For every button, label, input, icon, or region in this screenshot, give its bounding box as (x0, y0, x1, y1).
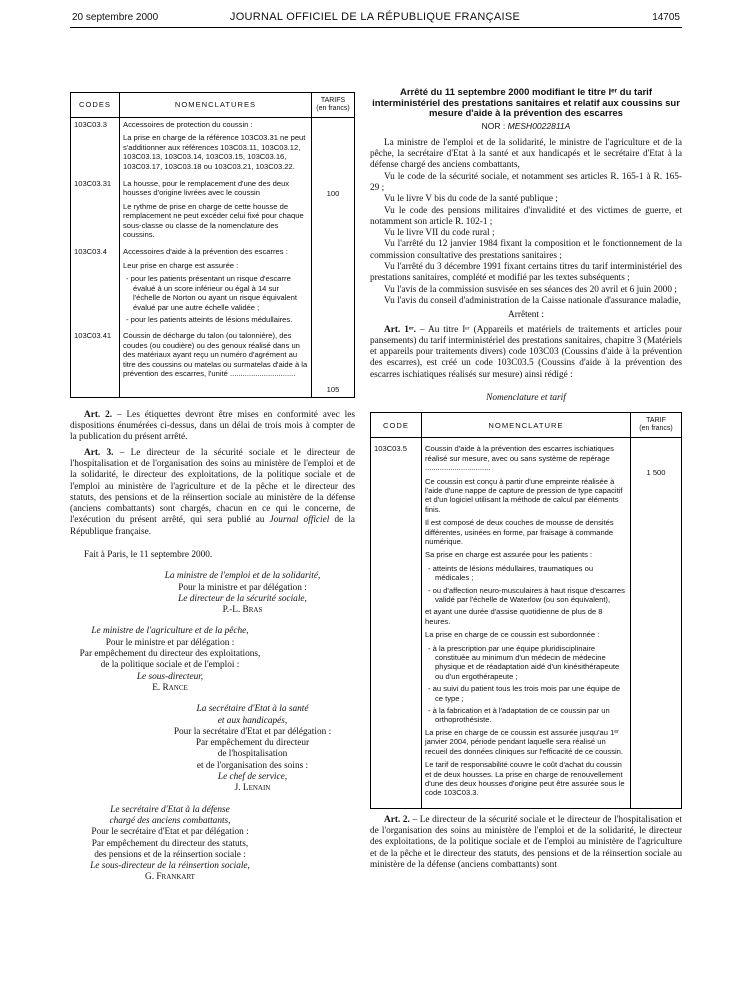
article-text: de la République française. (70, 515, 356, 537)
row-text: Le rythme de prise en charge de cette housse de remplacement ne peut excéder celui fixé pour chaque sous-classe ou classe de la nomenclature des coussins. (123, 201, 304, 240)
signature-line: et aux handicapés, (217, 715, 288, 726)
signature-line: Par empêchement du directeur (195, 738, 310, 749)
row-text: Leur prise en charge est assurée : (123, 260, 239, 270)
signature-line: Le secrétaire d'Etat à la défense (110, 804, 230, 815)
row-nomenclature (120, 118, 312, 178)
row-text: Le tarif de responsabilité couvre le coût d'achat du coussin et de deux housses. La prise en charge de renouvellement d'une des deux housses d'origine peut être assurée sous le code 103C03.3. (425, 760, 625, 798)
tarif-label: TARIF (646, 417, 666, 425)
table-header-row (371, 413, 682, 438)
row-tarif (312, 245, 355, 329)
col-header-tarif (631, 413, 682, 438)
col-header-code: CODE (371, 413, 422, 438)
row-nomenclature (422, 438, 631, 808)
table-caption: Nomenclature et tarif (486, 393, 566, 404)
row-code: 103C03.4 (71, 245, 120, 329)
fait-a-paris: Fait à Paris, le 11 septembre 2000. (84, 549, 213, 560)
right-column (370, 88, 682, 871)
tarif-value: 1 500 (646, 468, 666, 478)
article-label: Art. 1ᵉʳ. (384, 324, 416, 335)
row-bullet: - au suivi du patient tous les trois mois par une équipe de ce type ; (428, 684, 621, 703)
tarifs-unit: (en francs) (316, 105, 350, 112)
decree-intro: La ministre de l'emploi et de la solidarité, le ministre de l'agriculture et de la pêche, la secrétaire d'Etat à la santé et aux handicapés et le secrétaire d'Etat à la défense chargé des anciens combattants, (370, 137, 682, 171)
signature-block-3 (70, 704, 355, 794)
col-header-nomenclature: NOMENCLATURE (422, 413, 631, 438)
row-bullet: - pour les patients atteints de lésions médullaires. (126, 314, 293, 324)
signature-line: chargé des anciens combattants, (109, 815, 231, 826)
header-page-number: 14705 (652, 12, 680, 23)
row-bullet: - atteints de lésions médullaires, traumatiques ou médicales ; (428, 563, 594, 583)
signature-line: La ministre de l'emploi et de la solidarité, (164, 571, 321, 582)
signature-line: Le sous-directeur de la réinsertion sociale, (90, 861, 250, 872)
row-text: et ayant une durée d'assise quotidienne de plus de 8 heures. (425, 607, 603, 626)
row-text: La prise en charge de la référence 103C03.31 ne peut s'additionner aux références 103C03.11, 103C03.12, 103C03.13, 103C03.14, 103C03.15, 103C03.16, 103C03.17, 103C03.18 ou 103C03.21, 103C03.22. (123, 133, 306, 171)
signature-block-2 (70, 626, 270, 694)
tarifs-label: TARIFS (320, 97, 346, 104)
col-header-codes: CODES (71, 93, 120, 118)
header-journal-title: JOURNAL OFFICIEL DE LA RÉPUBLIQUE FRANÇAISE (229, 11, 521, 23)
signature-line: et de l'organisation des soins : (196, 760, 309, 771)
signature-line: des pensions et de la réinsertion sociale : (94, 849, 246, 860)
article-label: Art. 2. (384, 814, 410, 825)
row-code: 103C03.3 (71, 118, 120, 178)
visa-line: Vu le code de la sécurité sociale, et notamment ses articles R. 165-1 à R. 165-29 ; (370, 171, 682, 193)
signature-line: Le chef de service, (217, 772, 288, 783)
nomenclature-table-right (370, 412, 682, 808)
article-text: – Les étiquettes devront être mises en conformité avec les dispositions énumérées ci-dessus, dans un délai de trois mois à compter de la publication du présent arrêté. (70, 409, 355, 443)
header-rule (70, 27, 682, 28)
signature-line: Pour le secrétaire d'Etat et par délégation : (91, 827, 249, 838)
signature-line: Le ministre de l'agriculture et de la pêche, (91, 626, 249, 637)
row-tarif (312, 329, 355, 397)
row-text: Sa prise en charge est assurée pour les patients : (425, 550, 593, 560)
visa-line: Vu le code des pensions militaires d'invalidité et des victimes de guerre, et notamment son article R. 102-1 ; (370, 205, 682, 227)
row-text: Accessoires de protection du coussin : (123, 120, 253, 129)
header-date: 20 septembre 2000 (72, 12, 159, 23)
nor-label: NOR : (481, 120, 508, 131)
row-tarif (312, 118, 355, 178)
row-nomenclature (120, 245, 312, 329)
article-2-right (370, 815, 682, 871)
nor-code: MESH0022811A (507, 120, 571, 131)
table-row (71, 118, 355, 178)
table-row (71, 177, 355, 245)
signature-block-1 (70, 571, 355, 616)
col-header-tarifs (312, 93, 355, 118)
visa-line: Vu l'avis du conseil d'administration de la Caisse nationale d'assurance maladie, (384, 295, 681, 306)
row-bullet: - ou d'affection neuro-musculaires à haut risque d'escarres validé par l'échelle de Waterlow (ou son équivalent), (428, 585, 625, 605)
arretent: Arrêtent : (508, 310, 544, 321)
signature-line: Pour le ministre et par délégation : (105, 637, 235, 648)
table-row (371, 438, 682, 808)
article-1 (370, 325, 682, 381)
signature-line: de la politique sociale et de l'emploi : (100, 660, 240, 671)
row-text: La prise en charge de ce coussin est assurée jusqu'au 1ᵉʳ janvier 2004, période pendant laquelle sera réalisé un recueil des données cliniques sur l'efficacité de ce coussin. (425, 727, 624, 756)
signature-block-4 (70, 805, 270, 884)
row-tarif (631, 438, 682, 808)
signature-line: Le directeur de la sécurité sociale, (178, 593, 307, 604)
signatory-name: E. Rance (152, 682, 188, 693)
row-text: Accessoires d'aide à la prévention des escarres : (123, 247, 288, 257)
signature-line: de l'hospitalisation (217, 749, 288, 760)
signature-line: Pour la ministre et par délégation : (178, 582, 307, 593)
article-text: – Le directeur de la sécurité sociale et le directeur de l'hospitalisation et de l'organisation des soins au ministère de l'emploi et de la solidarité, le directeur des exploitations, de la politique sociale et de l'emploi au ministère de l'agriculture et de la pêche et le directeur des statuts, des pensions et de la réinsertion sociale au ministère de la défense (anciens combattants) sont (370, 814, 682, 870)
visa-line: Vu l'avis de la commission susvisée en ses séances des 20 avril et 6 juin 2000 ; (384, 284, 677, 295)
row-code: 103C03.5 (371, 438, 422, 808)
row-bullet: - pour les patients présentant un risque d'escarre évalué à un score inférieur ou égal à 14 sur l'échelle de Norton ou ayant un risque équivalent évalué par une autre échelle validée ; (126, 274, 297, 312)
row-bullet: - à la fabrication et à l'adaptation de ce coussin par un orthoprothésiste. (428, 706, 610, 725)
row-tarif (312, 177, 355, 245)
nomenclature-table-left (70, 92, 355, 398)
signature-line: Par empêchement du directeur des statuts, (91, 838, 249, 849)
table-header-row (71, 93, 355, 118)
page-header (0, 8, 750, 24)
row-nomenclature (120, 177, 312, 245)
visa-line: Vu le livre VII du code rural ; (384, 228, 495, 239)
row-text: Coussin de décharge du talon (ou talonnière), des coudes (ou coudière) ou des genoux réalisé dans un des matériaux ayant reçu un numéro d'agrément au titre des coussins ou matelas ou surmatelas d'aide à la prévention des escarres, l'unité ............................... (123, 331, 308, 378)
article-3-left (70, 448, 355, 538)
row-text: La prise en charge de ce coussin est subordonnée : (425, 630, 600, 640)
article-label: Art. 2. (84, 409, 113, 420)
col-header-nomenclatures: NOMENCLATURES (120, 93, 312, 118)
article-text: – Au titre Iᵉʳ (Appareils et matériels de traitements et articles pour pansements) du tarif interministériel des prestations sanitaires, chapitre 3 (Matériels et appareils pour traitements divers) code 103C03 (Coussins d'aide à la prévention des escarres), est créé un code 103C03.5 (Coussins d'aide à la prévention des escarres ischiatiques réalisés sur mesure) ainsi rédigé : (370, 324, 682, 380)
signature-line: La secrétaire d'Etat à la santé (196, 704, 309, 715)
table-row (71, 329, 355, 397)
tarif-value: 100 (326, 189, 340, 199)
row-code: 103C03.31 (71, 177, 120, 245)
row-text: Il est composé de deux couches de mousse de densités différentes, usinées en forme, par fraisage à commande numérique. (425, 518, 614, 546)
row-text: Ce coussin est conçu à partir d'une empreinte réalisée à l'aide d'une nappe de capture de pression de type capacitif et d'un logiciel utilisant la méthode de calcul par éléments finis. (425, 476, 623, 514)
tarif-value: 105 (326, 385, 340, 395)
row-text: Coussin d'aide à la prévention des escarres ischiatiques réalisé sur mesure, avec ou sans système de repérage ............................... (425, 444, 614, 473)
article-text: – Le directeur de la sécurité sociale et le directeur de l'hospitalisation et de l'organisation des soins au ministère de l'emploi et de la solidarité, le directeur des exploitations, de la politique sociale et de l'emploi au ministère de l'agriculture et de la pêche et le directeur des statuts, des pensions et de la réinsertion sociale au ministère de la défense (anciens combattants) sont chargés, chacun en ce qui le concerne, de l'exécution du présent arrêté, qui sera publié au (70, 447, 355, 526)
row-text: La housse, pour le remplacement d'une des deux housses d'origine livrées avec le coussin (123, 179, 290, 198)
nor-reference (370, 121, 682, 132)
tarif-unit: (en francs) (639, 425, 673, 433)
article-label: Art. 3. (84, 447, 114, 458)
signature-line: Par empêchement du directeur des exploitations, (79, 649, 261, 660)
left-column (70, 92, 355, 884)
decree-title: Arrêté du 11 septembre 2000 modifiant le titre Iᵉʳ du tarif interministériel des prestations sanitaires et relatif aux coussins sur mesure d'aide à la prévention des escarres (372, 87, 680, 119)
row-bullet: - à la prescription par une équipe pluridisciplinaire constituée au minimum d'un médecin de médecine physique et de réadaptation aidé d'un kinésithérapeute ou d'un ergothérapeute ; (428, 643, 620, 681)
signatory-name: P.-L. Bras (222, 605, 263, 616)
article-2-left (70, 410, 355, 444)
signature-line: Pour la secrétaire d'Etat et par délégation : (173, 726, 332, 737)
visa-line: Vu l'arrêté du 12 janvier 1984 fixant la composition et le fonctionnement de la commission consultative des prestations sanitaires ; (370, 239, 682, 261)
signatory-name: J. Lenain (234, 783, 271, 794)
journal-officiel-ref: Journal officiel (269, 515, 330, 526)
signature-line: Le sous-directeur, (136, 671, 204, 682)
row-code: 103C03.41 (71, 329, 120, 397)
signatory-name: G. Frankart (145, 872, 195, 883)
row-nomenclature (120, 329, 312, 397)
visa-line: Vu le livre V bis du code de la santé publique ; (384, 194, 558, 205)
visa-line: Vu l'arrêté du 3 décembre 1991 fixant certains titres du tarif interministériel des prestations sanitaires, complété et modifié par les textes subséquents ; (370, 262, 682, 284)
table-row (71, 245, 355, 329)
